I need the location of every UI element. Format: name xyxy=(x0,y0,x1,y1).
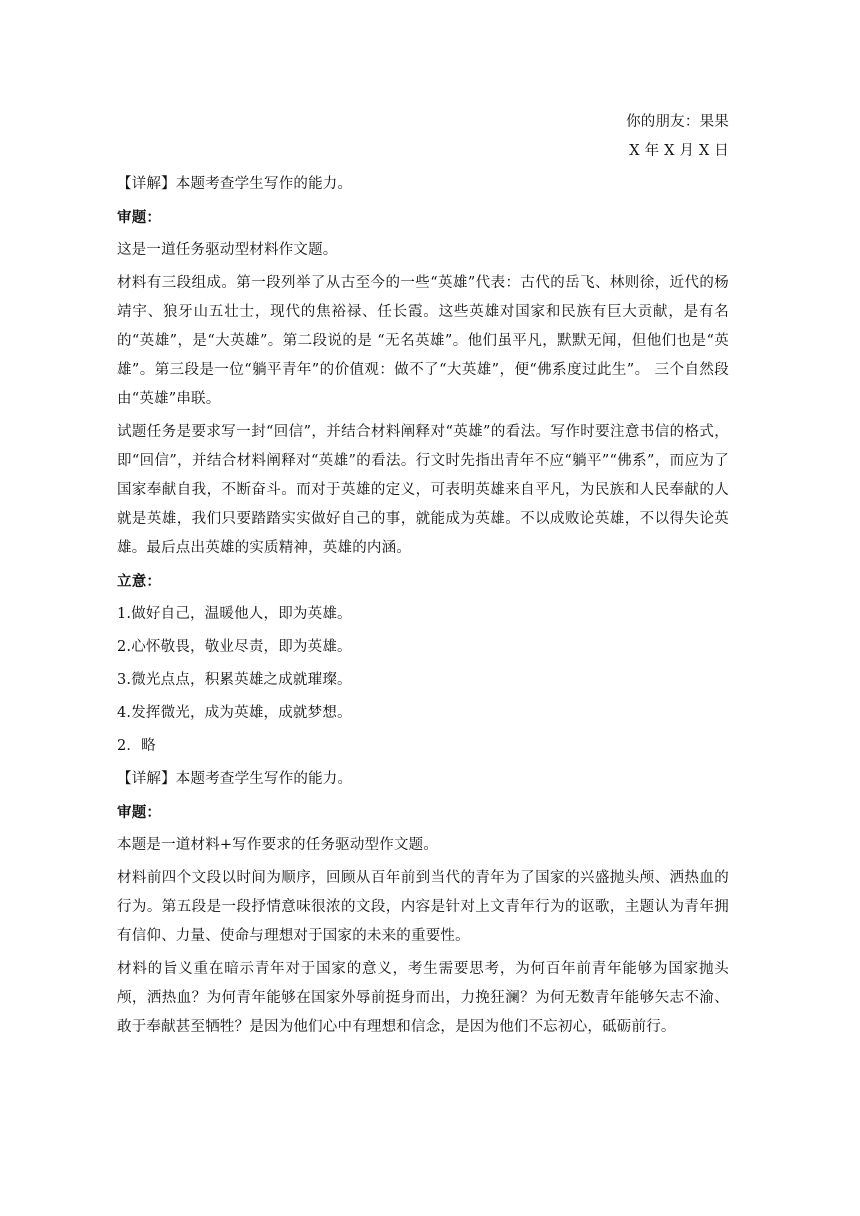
section2-number: 2．略 xyxy=(117,738,156,754)
section1-review-paragraph-2: 试题任务是要求写一封“回信”，并结合材料阐释对“英雄”的看法。写作时要注意书信的格式，即“回信”，并结合材料阐释对“英雄”的看法。行文时先指出青年不应“躺平”“佛系”，而应为了国家奉献自我，不断奋斗。而对于英雄的定义，可表明英雄来自平凡，为民族和人民奉献的人就是英雄，我们只要踏踏实实做好自己的事，就能成为英雄。不以成败论英雄，不以得失论英雄。最后点出英雄的实质精神，英雄的内涵。 xyxy=(117,424,729,556)
section2-review-paragraph-1: 材料前四个文段以时间为顺序，回顾从百年前到当代的青年为了国家的兴盛抛头颅、洒热血的行为。第五段是一段抒情意味很浓的文段，内容是针对上文青年行为的讴歌，主题认为青年拥有信仰、力量、使命与理想对于国家的未来的重要性。 xyxy=(117,870,729,944)
section1-idea-heading: 立意： xyxy=(117,573,162,590)
section1-idea-item: 1.做好自己，温暖他人，即为英雄。 xyxy=(117,606,352,622)
section2-review-intro: 本题是一道材料+写作要求的任务驱动型作文题。 xyxy=(117,837,439,853)
section2-detail: 【详解】本题考查学生写作的能力。 xyxy=(117,771,353,787)
letter-date: X 年 X 月 X 日 xyxy=(629,143,729,159)
section2-review-paragraph-2: 材料的旨义重在暗示青年对于国家的意义，考生需要思考，为何百年前青年能够为国家抛头颅，洒热血？为何青年能够在国家外辱前挺身而出，力挽狂澜？为何无数青年能够矢志不渝、敢于奉献甚至牺牲？是因为他们心中有理想和信念，是因为他们不忘初心，砥砺前行。 xyxy=(117,961,729,1035)
section1-idea-item: 4.发挥微光，成为英雄，成就梦想。 xyxy=(117,705,352,721)
document-content xyxy=(117,108,729,1042)
letter-sign-off: 你的朋友：果果 xyxy=(626,114,729,130)
section1-idea-item: 2.心怀敬畏，敬业尽责，即为英雄。 xyxy=(117,639,352,655)
section1-detail: 【详解】本题考查学生写作的能力。 xyxy=(117,176,353,192)
section1-review-heading: 审题： xyxy=(117,209,162,226)
section1-idea-item: 3.微光点点，积累英雄之成就璀璨。 xyxy=(117,672,352,688)
section1-review-paragraph-1: 材料有三段组成。第一段列举了从古至今的一些“英雄”代表：古代的岳飞、林则徐，近代的杨靖宇、狼牙山五壮士，现代的焦裕禄、任长霞。这些英雄对国家和民族有巨大贡献，是有名的“英雄”，是“大英雄”。第二段说的是 “无名英雄”。他们虽平凡，默默无闻，但他们也是“英雄”。第三段是一位“躺平青年”的价值观：做不了“大英雄”，便“佛系度过此生”。 三个自然段由“英雄”串联。 xyxy=(117,275,729,407)
section2-review-heading: 审题： xyxy=(117,804,162,821)
section1-review-intro: 这是一道任务驱动型材料作文题。 xyxy=(117,242,338,258)
